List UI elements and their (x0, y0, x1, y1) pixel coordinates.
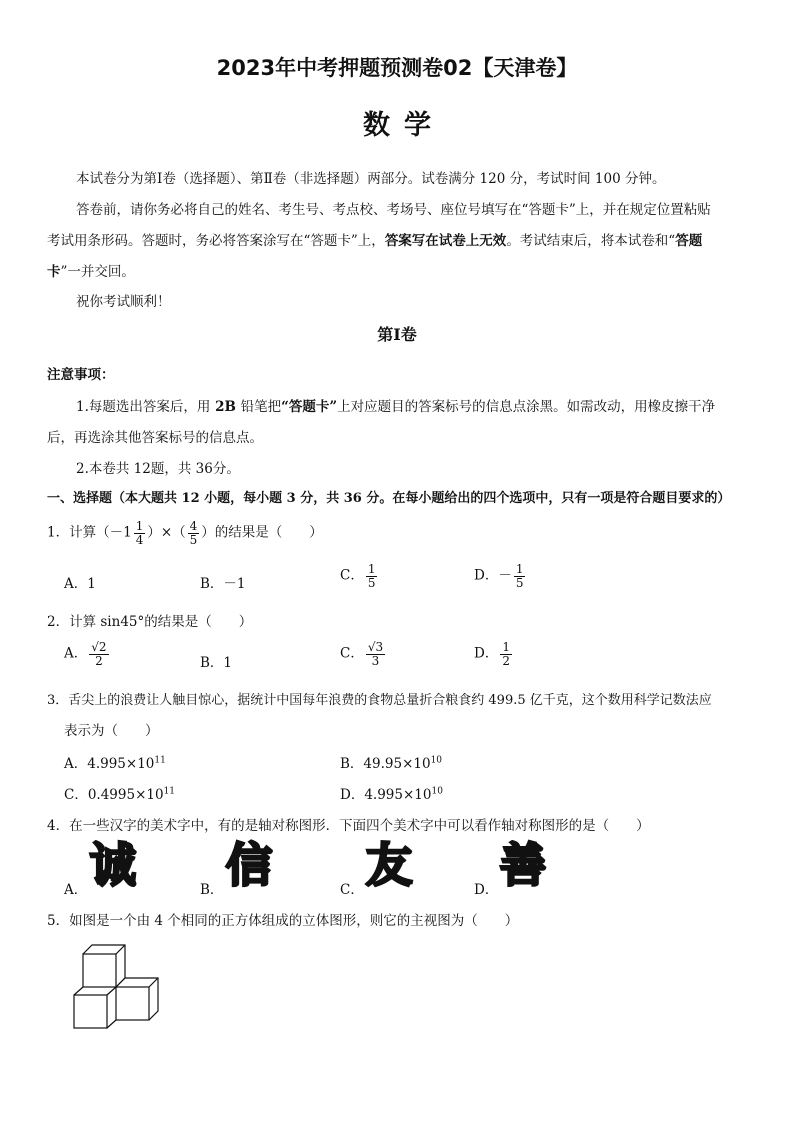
intro-line-3b: 答案写在试卷上无效 (384, 233, 507, 249)
q1-d-num: 1 (515, 562, 524, 576)
q4-option-c-char: 友 (366, 838, 412, 892)
q3-option-d (340, 783, 443, 803)
part1-heading: 一、选择题（本大题共 12 小题，每小题 3 分，共 36 分。在每小题给出的四个选项中，只有一项是符合题目要求的） (47, 491, 731, 506)
q1-option-b: B．－1 (200, 576, 246, 592)
intro-line-5: 祝你考试顺利！ (76, 294, 171, 310)
q4-option-c-label: C． (340, 882, 364, 898)
br-cube-edge (149, 978, 158, 987)
q3-c-text: C．0.4995×10 (64, 787, 164, 803)
top-cube-edge (116, 945, 125, 954)
notice-1a: 1.每题选出答案后，用 (76, 399, 211, 415)
q2-c-label: C． (340, 645, 364, 662)
q3-option-a (64, 752, 166, 772)
intro-line-3d: 答题 (675, 233, 703, 249)
q2-option-d (474, 641, 514, 667)
q3-option-b (340, 752, 442, 772)
q1-option-d (474, 563, 527, 589)
q1-c-den: 5 (367, 575, 376, 590)
q2-a-num: √2 (91, 640, 107, 654)
q2-d-label: D． (474, 645, 499, 662)
q1-frac2 (188, 520, 200, 546)
bl-cube-edge2 (107, 987, 116, 995)
cube-figure (70, 940, 170, 1035)
q4-option-d-char: 善 (500, 838, 546, 892)
q4-option-a-char: 诚 (90, 838, 136, 892)
exam-title: 2023年中考押题预测卷02【天津卷】 (216, 56, 578, 80)
q2-a-den: 2 (95, 653, 103, 668)
q4-option-b-label: B． (200, 882, 224, 898)
q2-c-den: 3 (371, 653, 380, 668)
intro-line-2: 答卷前，请你务必将自己的姓名、考生号、考点校、考场号、座位号填写在“答题卡”上，并在规定位置粘贴 (76, 202, 711, 218)
q3-c-exp: 11 (163, 786, 176, 797)
q1-c-label: C． (340, 567, 364, 584)
bl-cube-edge1 (74, 987, 83, 995)
q1-option-c (340, 563, 379, 589)
notice-2: 2.本卷共 12题，共 36分。 (76, 461, 240, 477)
q1-option-a: A．1 (64, 576, 96, 592)
q1-c-frac (366, 563, 378, 589)
top-cube-front (83, 954, 116, 987)
notice-1b: 2B (210, 399, 241, 415)
notice-label: 注意事项： (47, 367, 115, 383)
intro-line-3c: 。考试结束后，将本试卷和“ (506, 233, 676, 249)
intro-line-4 (47, 260, 135, 280)
question-3-line2: 表示为（ ） (64, 723, 159, 739)
q4-option-b-char: 信 (226, 838, 272, 892)
q3-d-exp: 10 (431, 786, 443, 797)
intro-line-3a: 考试用条形码。答题时，务必将答案涂写在“答题卡”上， (47, 233, 385, 249)
section-title: 第Ⅰ卷 (377, 325, 417, 344)
question-5: 5．如图是一个由 4 个相同的正方体组成的立体图形，则它的主视图为（ ） (47, 913, 519, 929)
q2-option-c (340, 641, 387, 667)
q1-d-den: 5 (515, 575, 524, 590)
q2-d-num: 1 (502, 640, 510, 654)
q2-a-label: A． (64, 645, 88, 662)
intro-line-3 (47, 229, 702, 249)
bottom-right-cube-front (116, 987, 149, 1020)
notice-1 (76, 395, 715, 415)
question-1 (47, 520, 323, 546)
question-2: 2．计算 sin45°的结果是（ ） (47, 614, 253, 630)
bl-cube-edge3 (107, 1020, 116, 1028)
q2-d-frac (500, 641, 512, 667)
q4-option-d-label: D． (474, 882, 499, 898)
notice-1-line2: 后，再选涂其他答案标号的信息点。 (47, 430, 263, 446)
q1-frac1-den: 4 (135, 532, 144, 547)
q2-c-num: √3 (367, 640, 384, 654)
q1-frac2-den: 5 (189, 532, 198, 547)
q1-frac1 (134, 520, 146, 546)
question-4: 4．在一些汉字的美术字中，有的是轴对称图形．下面四个美术字中可以看作轴对称图形的是（ ） (47, 818, 650, 834)
notice-1d: “答题卡” (281, 399, 338, 415)
q1-prefix: 1．计算（－1 (47, 524, 132, 541)
subject-title: 数学 (363, 110, 445, 141)
q2-d-den: 2 (502, 653, 510, 668)
intro-line-4b: ”一并交回。 (60, 264, 135, 280)
intro-line-1: 本试卷分为第Ⅰ卷（选择题）、第Ⅱ卷（非选择题）两部分。试卷满分 120 分，考试时间 100 分钟。 (76, 171, 666, 187)
notice-1c: 铅笔把 (240, 399, 282, 415)
q1-d-frac (514, 563, 526, 589)
q1-suffix: ）的结果是（ ） (201, 524, 323, 541)
q3-a-exp: 11 (154, 755, 166, 766)
q3-a-text: A．4.995×10 (64, 756, 155, 772)
q2-option-a (64, 641, 111, 667)
q2-option-b: B．1 (200, 655, 233, 671)
q2-a-frac (89, 641, 108, 667)
q1-frac1-num: 1 (135, 519, 144, 533)
q3-d-text: D．4.995×10 (340, 787, 432, 803)
q1-c-num: 1 (367, 562, 376, 576)
notice-1e: 上对应题目的答案标号的信息点涂黑。如需改动，用橡皮擦干净 (337, 399, 716, 415)
q1-mid: ）×（ (147, 524, 186, 541)
q3-b-text: B．49.95×10 (340, 756, 431, 772)
intro-line-4a: 卡 (47, 264, 61, 280)
q3-option-c (64, 783, 175, 803)
q3-b-exp: 10 (430, 755, 443, 766)
q1-frac2-num: 4 (189, 519, 198, 533)
q2-c-frac (366, 641, 385, 667)
question-3: 3．舌尖上的浪费让人触目惊心，据统计中国每年浪费的食物总量折合粮食约 499.5 亿千克，这个数用科学记数法应 (47, 693, 712, 708)
q1-d-label: D．－ (474, 567, 512, 584)
bottom-left-cube-front (74, 995, 107, 1028)
q4-option-a-label: A． (64, 882, 88, 898)
